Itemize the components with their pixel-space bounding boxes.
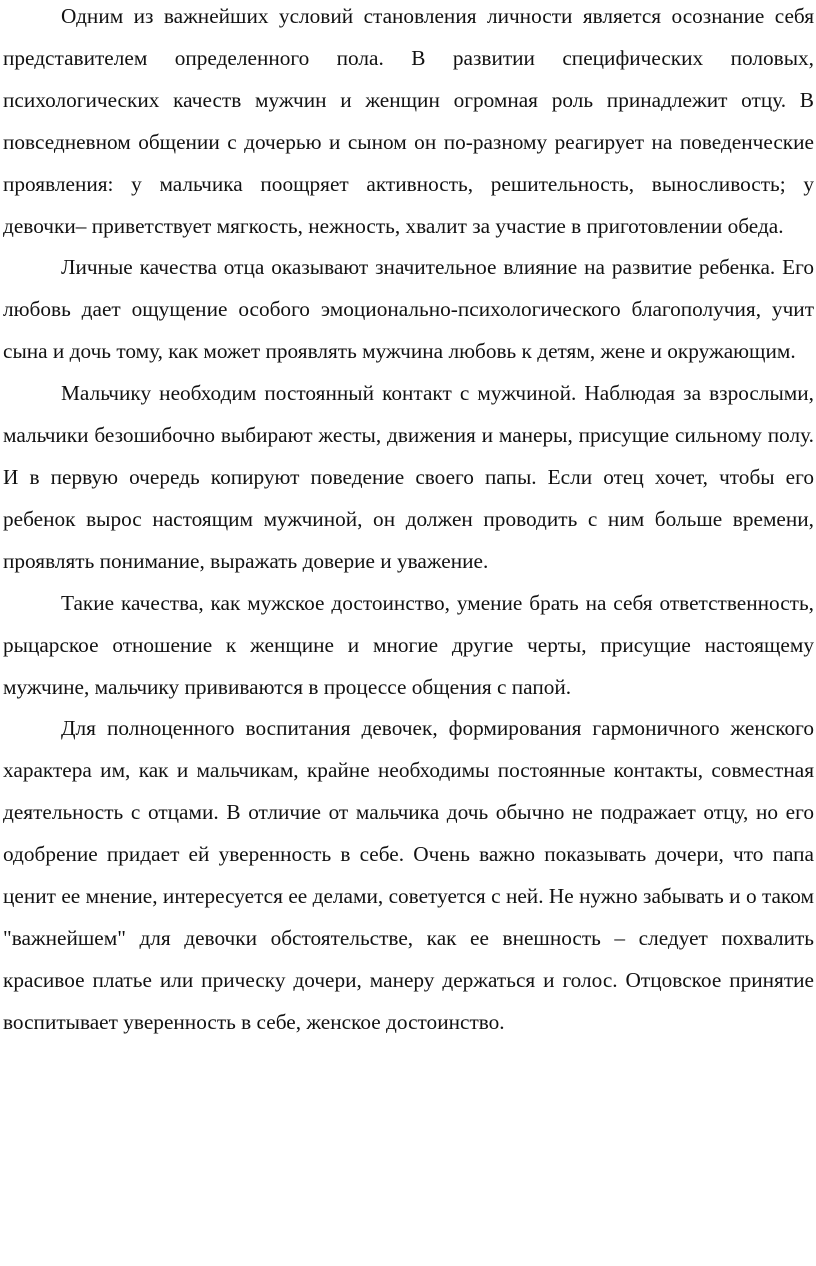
paragraph-3: Мальчику необходим постоянный контакт с мужчиной. Наблюдая за взрослыми, мальчики безошибочно выбирают жесты, движения и манеры, присущие сильному полу. И в первую очередь копируют поведение своего папы. Если отец хочет, чтобы его ребенок вырос настоящим мужчиной, он должен проводить с ним больше времени, проявлять понимание, выражать доверие и уважение. xyxy=(3,381,814,573)
paragraph-2: Личные качества отца оказывают значительное влияние на развитие ребенка. Его любовь дает ощущение особого эмоционально-психологического благополучия, учит сына и дочь тому, как может проявлять мужчина любовь к детям, жене и окружающим. xyxy=(3,255,814,364)
paragraph-5: Для полноценного воспитания девочек, формирования гармоничного женского характера им, как и мальчикам, крайне необходимы постоянные контакты, совместная деятельность с отцами. В отличие от мальчика дочь обычно не подражает отцу, но его одобрение придает ей уверенность в себе. Очень важно показывать дочери, что папа ценит ее мнение, интересуется ее делами, советуется с ней. Не нужно забывать и о таком "важнейшем" для девочки обстоятельстве, как ее внешность – следует похвалить красивое платье или прическу дочери, манеру держаться и голос. Отцовское принятие воспитывает уверенность в себе, женское достоинство. xyxy=(3,716,814,1034)
paragraph-4: Такие качества, как мужское достоинство, умение брать на себя ответственность, рыцарское отношение к женщине и многие другие черты, присущие настоящему мужчине, мальчику прививаются в процессе общения с папой. xyxy=(3,590,814,699)
paragraph-1: Одним из важнейших условий становления личности является осознание себя представителем определенного пола. В развитии специфических половых, психологических качеств мужчин и женщин огромная роль принадлежит отцу. В повседневном общении с дочерью и сыном он по-разному реагирует на поведенческие проявления: у мальчика поощряет активность, решительность, выносливость; у девочки– приветствует мягкость, нежность, хвалит за участие в приготовлении обеда. xyxy=(3,4,814,238)
